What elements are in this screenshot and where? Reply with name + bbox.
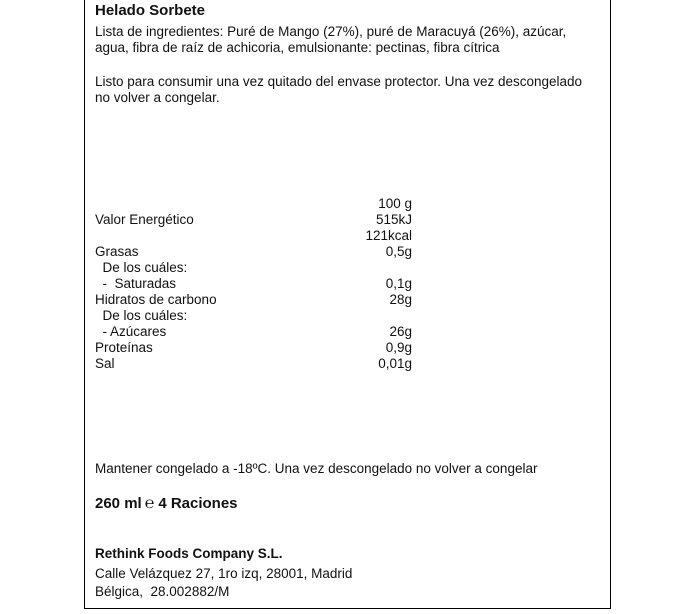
ingredients-line-1: Lista de ingredientes: Puré de Mango (27%), puré de Maracuyá (26%), azúcar,	[95, 24, 567, 39]
nutrition-value: 121kcal	[365, 228, 412, 243]
nutrition-value: 0,01g	[378, 356, 412, 371]
nutrition-value: 0,5g	[385, 244, 412, 259]
nutrition-label: - Saturadas	[95, 276, 177, 291]
nutrition-value: 0,9g	[385, 340, 412, 355]
nutrition-per-header: 100 g	[378, 196, 412, 211]
nutrition-value: 515kJ	[375, 212, 412, 227]
nutrition-value: 28g	[389, 292, 412, 307]
net-quantity	[95, 496, 238, 512]
storage-instructions: Mantener congelado a -18ºC. Una vez descongelado no volver a congelar	[95, 461, 538, 476]
company-registry: Bélgica, 28.002882/M	[95, 584, 230, 599]
nutrition-label: De los cuáles:	[95, 308, 188, 323]
nutrition-label: De los cuáles:	[95, 260, 188, 275]
nutrition-label: Grasas	[95, 244, 139, 259]
instructions-line-2: no volver a congelar.	[95, 90, 220, 105]
nutrition-label: - Azúcares	[95, 324, 167, 339]
nutrition-label: Proteínas	[95, 340, 153, 355]
instructions-line-1: Listo para consumir una vez quitado del envase protector. Una vez descongelado	[95, 74, 583, 89]
product-title: Helado Sorbete	[95, 2, 206, 19]
ingredients-line-2: agua, fibra de raíz de achicoria, emulsionante: pectinas, fibra cítrica	[95, 40, 500, 55]
nutrition-value: 26g	[389, 324, 412, 339]
portions: 4 Raciones	[158, 495, 238, 512]
estimated-sign-icon: ℮	[144, 495, 155, 512]
nutrition-label: Hidratos de carbono	[95, 292, 217, 307]
nutrition-label: Sal	[95, 356, 115, 371]
ingredients-text	[95, 24, 566, 56]
company-name: Rethink Foods Company S.L.	[95, 546, 283, 561]
usage-instructions	[95, 74, 582, 106]
company-address: Calle Velázquez 27, 1ro izq, 28001, Madrid	[95, 566, 353, 581]
volume: 260 ml	[95, 495, 142, 512]
nutrition-value: 0,1g	[385, 276, 412, 291]
nutrition-label: Valor Energético	[95, 212, 194, 227]
